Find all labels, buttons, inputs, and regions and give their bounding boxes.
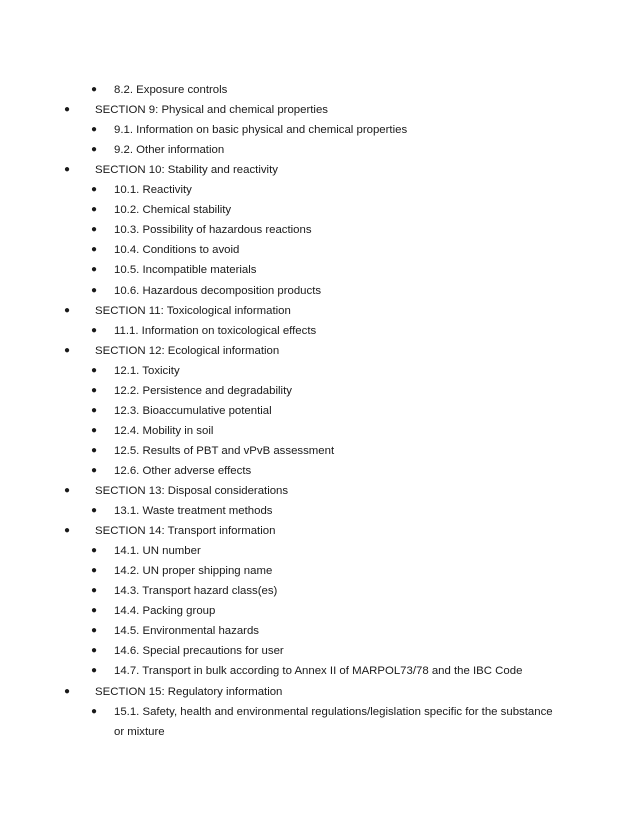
subsection-text: 12.2. Persistence and degradability [114, 384, 292, 397]
bullet-icon: ● [91, 204, 98, 216]
subsection-text: 12.1. Toxicity [114, 364, 180, 377]
section-heading-text: SECTION 10: Stability and reactivity [95, 164, 278, 177]
bullet-icon: ● [91, 705, 98, 717]
section-heading-text: SECTION 13: Disposal considerations [95, 485, 289, 497]
subsection-text: 14.7. Transport in bulk according to Annex II of MARPOL73/78 and the IBC Code [114, 665, 523, 678]
bullet-icon: ● [91, 444, 98, 456]
subsection-text: 12.4. Mobility in soil [114, 424, 214, 437]
bullet-icon: ● [91, 364, 98, 376]
bullet-icon: ● [91, 565, 98, 577]
bullet-icon: ● [91, 244, 98, 256]
bullet-icon: ● [91, 424, 98, 436]
bullet-icon: ● [91, 384, 98, 396]
section-heading-text: SECTION 15: Regulatory information [95, 685, 283, 698]
subsection-text: 13.1. Waste treatment methods [114, 505, 273, 518]
bullet-icon: ● [91, 224, 98, 236]
bullet-icon: ● [91, 505, 98, 517]
subsection-text: 8.2. Exposure controls [114, 84, 228, 96]
subsection-text: 14.1. UN number [114, 545, 201, 558]
subsection-text: 10.5. Incompatible materials [114, 264, 257, 277]
bullet-icon: ● [91, 464, 98, 476]
subsection-text: 14.6. Special precautions for user [114, 645, 284, 658]
bullet-icon: ● [91, 665, 98, 677]
bullet-icon: ● [64, 104, 71, 116]
subsection-text: 10.4. Conditions to avoid [114, 244, 240, 257]
section-heading-text: SECTION 9: Physical and chemical properties [95, 104, 328, 117]
bullet-icon: ● [91, 324, 98, 336]
subsection-text: 12.5. Results of PBT and vPvB assessment [114, 444, 335, 457]
bullet-icon: ● [91, 404, 98, 416]
bullet-icon: ● [64, 304, 71, 316]
bullet-icon: ● [64, 344, 71, 356]
subsection-text: 10.1. Reactivity [114, 184, 192, 197]
subsection-text: 9.2. Other information [114, 144, 225, 157]
bullet-icon: ● [91, 645, 98, 657]
subsection-text: 14.2. UN proper shipping name [114, 565, 273, 578]
bullet-icon: ● [91, 84, 98, 95]
section-heading-text: SECTION 14: Transport information [95, 525, 276, 538]
subsection-text: 14.3. Transport hazard class(es) [114, 585, 278, 598]
bullet-icon: ● [64, 164, 71, 176]
subsection-text: 11.1. Information on toxicological effects [114, 324, 317, 337]
subsection-text: 12.6. Other adverse effects [114, 464, 252, 477]
subsection-text: 10.3. Possibility of hazardous reactions [114, 224, 312, 237]
section-heading-text: SECTION 12: Ecological information [95, 344, 280, 357]
subsection-text: 10.6. Hazardous decomposition products [114, 284, 322, 297]
bullet-icon: ● [91, 124, 98, 136]
bullet-icon: ● [91, 264, 98, 276]
bullet-icon: ● [91, 184, 98, 196]
subsection-text: 15.1. Safety, health and environmental regulations/legislation specific for the substance or mixture [114, 705, 553, 739]
subsection-text: 12.3. Bioaccumulative potential [114, 404, 272, 417]
bullet-icon: ● [91, 625, 98, 637]
subsection-text: 14.5. Environmental hazards [114, 625, 259, 638]
section-heading-text: SECTION 11: Toxicological information [95, 304, 291, 317]
subsection-text: 14.4. Packing group [114, 605, 216, 618]
bullet-icon: ● [91, 144, 98, 156]
bullet-icon: ● [91, 585, 98, 597]
subsection-text: 10.2. Chemical stability [114, 204, 232, 217]
bullet-icon: ● [91, 545, 98, 557]
bullet-icon: ● [64, 525, 71, 537]
bullet-icon: ● [91, 284, 98, 296]
bullet-icon: ● [64, 485, 71, 496]
bullet-icon: ● [91, 605, 98, 617]
subsection-text: 9.1. Information on basic physical and chemical properties [114, 124, 408, 137]
bullet-icon: ● [64, 685, 71, 697]
